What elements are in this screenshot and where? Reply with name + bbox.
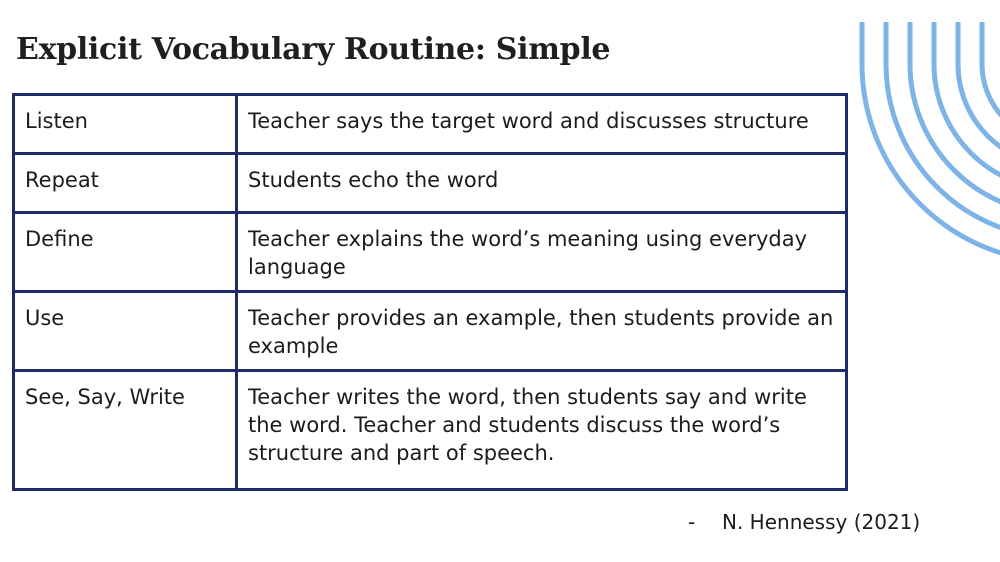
decorative-arc-3 <box>910 22 1000 214</box>
decorative-arc-6 <box>982 22 1000 142</box>
decorative-arc-2 <box>886 22 1000 238</box>
table-row <box>14 371 847 490</box>
citation <box>688 508 920 536</box>
description-cell: Students echo the word <box>237 154 847 213</box>
decorative-arc-4 <box>934 22 1000 190</box>
decorative-arc-5 <box>958 22 1000 166</box>
vocabulary-routine-table <box>12 93 848 491</box>
table-row <box>14 292 847 371</box>
table-row <box>14 154 847 213</box>
step-cell: See, Say, Write <box>14 371 237 490</box>
description-cell: Teacher says the target word and discusses structure <box>237 95 847 154</box>
table-row <box>14 213 847 292</box>
citation-text: N. Hennessy (2021) <box>722 510 921 534</box>
step-cell: Use <box>14 292 237 371</box>
description-cell: Teacher provides an example, then students provide an example <box>237 292 847 371</box>
citation-dash: - <box>688 510 696 534</box>
step-cell: Define <box>14 213 237 292</box>
decorative-arc-1 <box>862 22 1000 262</box>
slide-title: Explicit Vocabulary Routine: Simple <box>16 32 611 67</box>
description-cell: Teacher writes the word, then students say and write the word. Teacher and students discuss the word’s structure and part of speech. <box>237 371 847 490</box>
step-cell: Repeat <box>14 154 237 213</box>
step-cell: Listen <box>14 95 237 154</box>
description-cell: Teacher explains the word’s meaning using everyday language <box>237 213 847 292</box>
table-row <box>14 95 847 154</box>
